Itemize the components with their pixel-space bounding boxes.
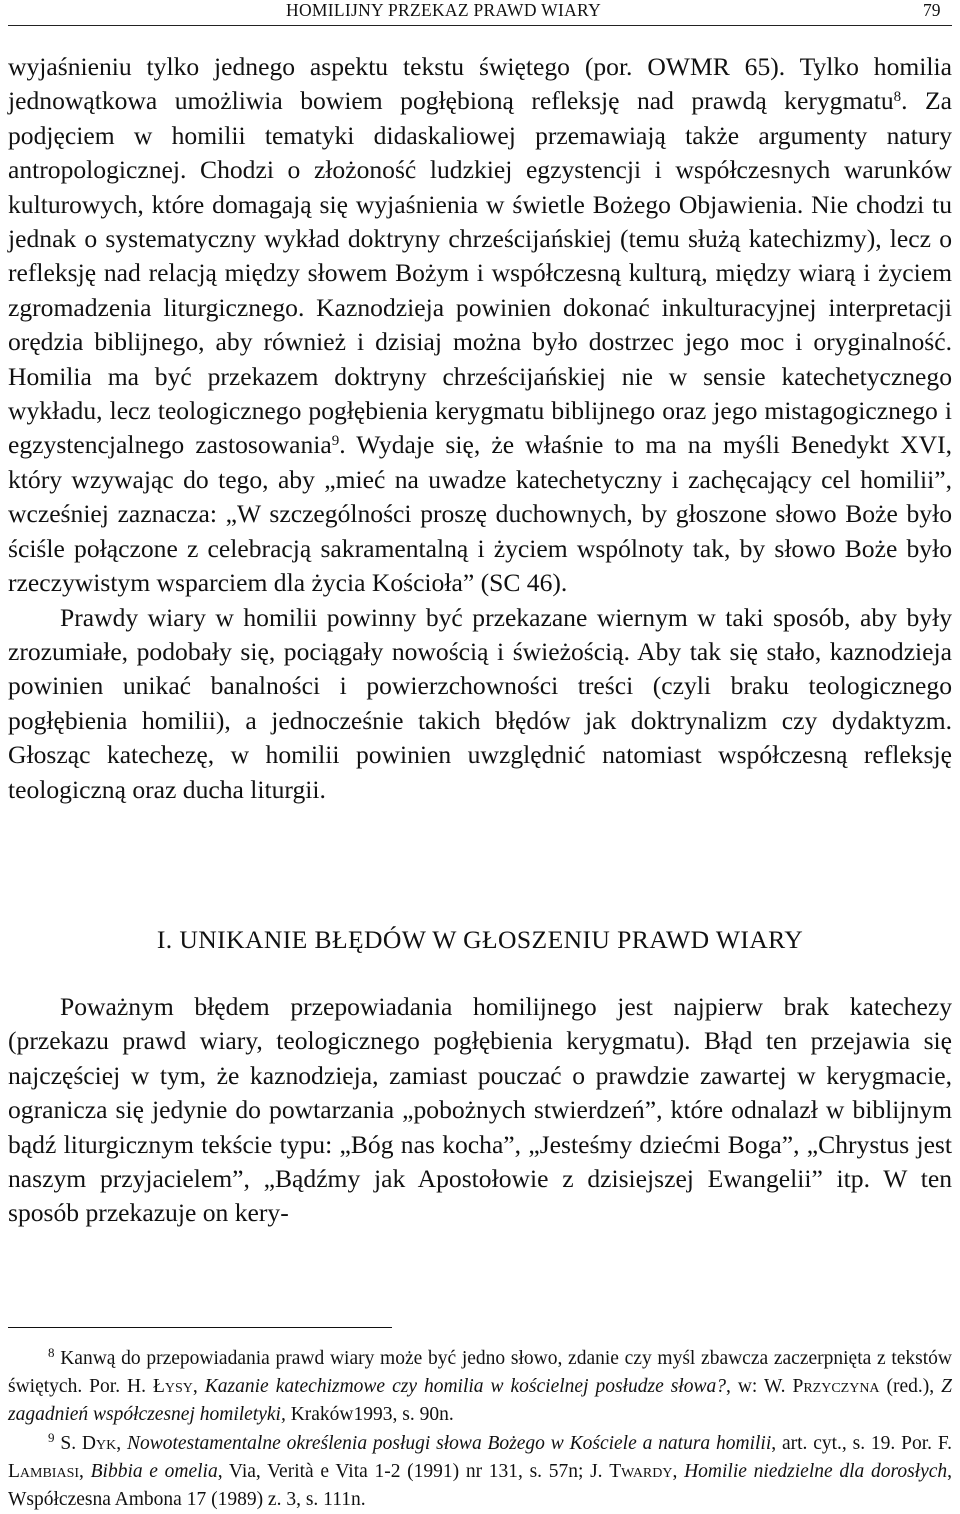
running-header xyxy=(0,0,960,28)
footnotes xyxy=(8,1345,952,1514)
work-title: Kazanie katechizmowe czy homilia w kościelnej posłudze słowa? xyxy=(204,1376,726,1398)
footnote-text: Kanwą do przepowiadania prawd wiary może być jedno słowo, zdanie czy myśl zbawcza zaczerpnięta z tekstów świętych. Por. H. xyxy=(8,1348,953,1398)
footnote-text: , w: W. xyxy=(725,1376,793,1398)
footnote-text: (red.), xyxy=(879,1376,942,1398)
footnote-text: Kraków1993, s. 90n. xyxy=(285,1404,454,1426)
paragraph: Poważnym błędem przepowiadania homilijnego jest najpierw brak katechezy (przekazu prawd wiary, teologicznego pogłębienia kerygmatu). Błąd ten przejawia się najczęściej w tym, że kaznodzieja, zamiast pouczać o prawdzie zawartej w kerygmacie, ogranicza się jedynie do powtarzania „pobożnych stwierdzeń”, które odnalazł w biblijnym bądź liturgicznym tekście typu: „Bóg nas kocha”, „Jesteśmy dziećmi Boga”, „Chrystus jest naszym przyjacielem”, „Bądźmy jak Apostołowie z dzisiejszej Ewangelii” itp. W ten sposób przekazuje on kery- xyxy=(8,992,952,1228)
footnote-number: 8 xyxy=(48,1344,55,1360)
paragraph-text: . Wydaje się, że właśnie to ma na myśli Benedykt XVI, który wzywając do tego, aby „mieć na uwadze katechetyczny i zachęcający cel homilii”, wcześniej zaznacza: „W szczególności proszę duchownych, by głoszone słowo Boże było ściśle połączone z celebracją sakramentalną i życiem wspólnoty tak, by słowo Boże było rzeczywistym wsparciem dla życia Kościoła” (SC 46). xyxy=(8,430,952,598)
work-title: Nowotestamentalne określenia posługi słowa Bożego w Kościele a natura homilii xyxy=(126,1432,772,1454)
author-name: Łysy xyxy=(153,1376,193,1398)
footnote xyxy=(8,1430,952,1514)
running-title: HOMILIJNY PRZEKAZ PRAWD WIARY xyxy=(286,0,602,20)
footnote-text: , art. cyt., s. 19. Por. F. xyxy=(771,1432,953,1454)
footnote xyxy=(8,1345,952,1430)
work-title: Homilie niedzielne dla dorosłych xyxy=(684,1460,948,1482)
footnote-separator xyxy=(8,1327,392,1328)
footnote-ref: 8 xyxy=(893,89,902,106)
footnote-text: , Współczesna Ambona 17 (1989) z. 3, s. 111n. xyxy=(8,1460,953,1511)
page-number: 79 xyxy=(923,0,941,20)
footnote-text: S. xyxy=(60,1432,82,1454)
footnote-text: , Via, Verità e Vita 1-2 (1991) nr 131, s. 57n; J. xyxy=(217,1460,610,1482)
author-name: Twardy xyxy=(609,1460,673,1482)
author-name: Przyczyna xyxy=(792,1376,880,1398)
work-title: Bibbia e omelia xyxy=(90,1460,218,1482)
footnote-text: , xyxy=(79,1460,91,1482)
footnote-text: , xyxy=(116,1432,127,1454)
header-rule xyxy=(8,25,952,26)
section-heading: I. UNIKANIE BŁĘDÓW W GŁOSZENIU PRAWD WIARY xyxy=(156,925,804,954)
footnote-number: 9 xyxy=(48,1429,55,1445)
footnote-ref: 9 xyxy=(331,433,340,450)
paragraph xyxy=(8,50,952,601)
paragraph-text: wyjaśnieniu tylko jednego aspektu tekstu świętego (por. OWMR 65). Tylko homilia jednowątkowa umożliwia bowiem pogłębioną refleksję nad prawdą kerygmatu xyxy=(8,52,952,116)
footnote-text: , xyxy=(192,1376,205,1398)
author-name: Dyk xyxy=(81,1432,117,1454)
paragraph: Prawdy wiary w homilii powinny być przekazane wiernym w taki sposób, aby były zrozumiałe, podobały się, pociągały nowością i świeżością. Aby tak się stało, kaznodzieja powinien unikać banalności i powierzchowności treści (czyli braku teologicznego pogłębienia homilii), a jednocześnie takich błędów jak doktrynalizm czy dydaktyzm. Głosząc katechezę, w homilii powinien uwzględnić natomiast współczesną refleksję teologiczną oraz ducha liturgii. xyxy=(8,602,952,804)
footnote-text: , xyxy=(672,1460,685,1482)
work-title: Z zagadnień współczesnej homiletyki, xyxy=(8,1376,953,1426)
paragraph-text: . Za podjęciem w homilii tematyki didaskaliowej przemawiają także argumenty natury antropologicznej. Chodzi o złożoność ludzkiej egzystencji i współczesnych warunków kulturowych, które domagają się wyjaśnienia w świetle Bożego Objawienia. Nie chodzi tu jednak o systematyczny wykład doktryny chrześcijańskiej (temu służą katechizmy), lecz o refleksję nad relacją między słowem Bożym i współczesną kulturą, między wiarą i życiem zgromadzenia liturgicznego. Kaznodzieja powinien dokonać inkulturacyjnej interpretacji orędzia biblijnego, aby również i dzisiaj można było dostrzec jego moc i oryginalność. Homilia ma być przekazem doktryny chrześcijańskiej nie w sensie katechetycznego wykładu, lecz teologicznego pogłębienia kerygmatu biblijnego oraz jego mistagogicznego i egzystencjalnego zastosowania xyxy=(8,86,952,460)
section-text xyxy=(8,990,952,1231)
author-name: Lambiasi xyxy=(8,1460,80,1482)
main-text xyxy=(8,50,952,807)
